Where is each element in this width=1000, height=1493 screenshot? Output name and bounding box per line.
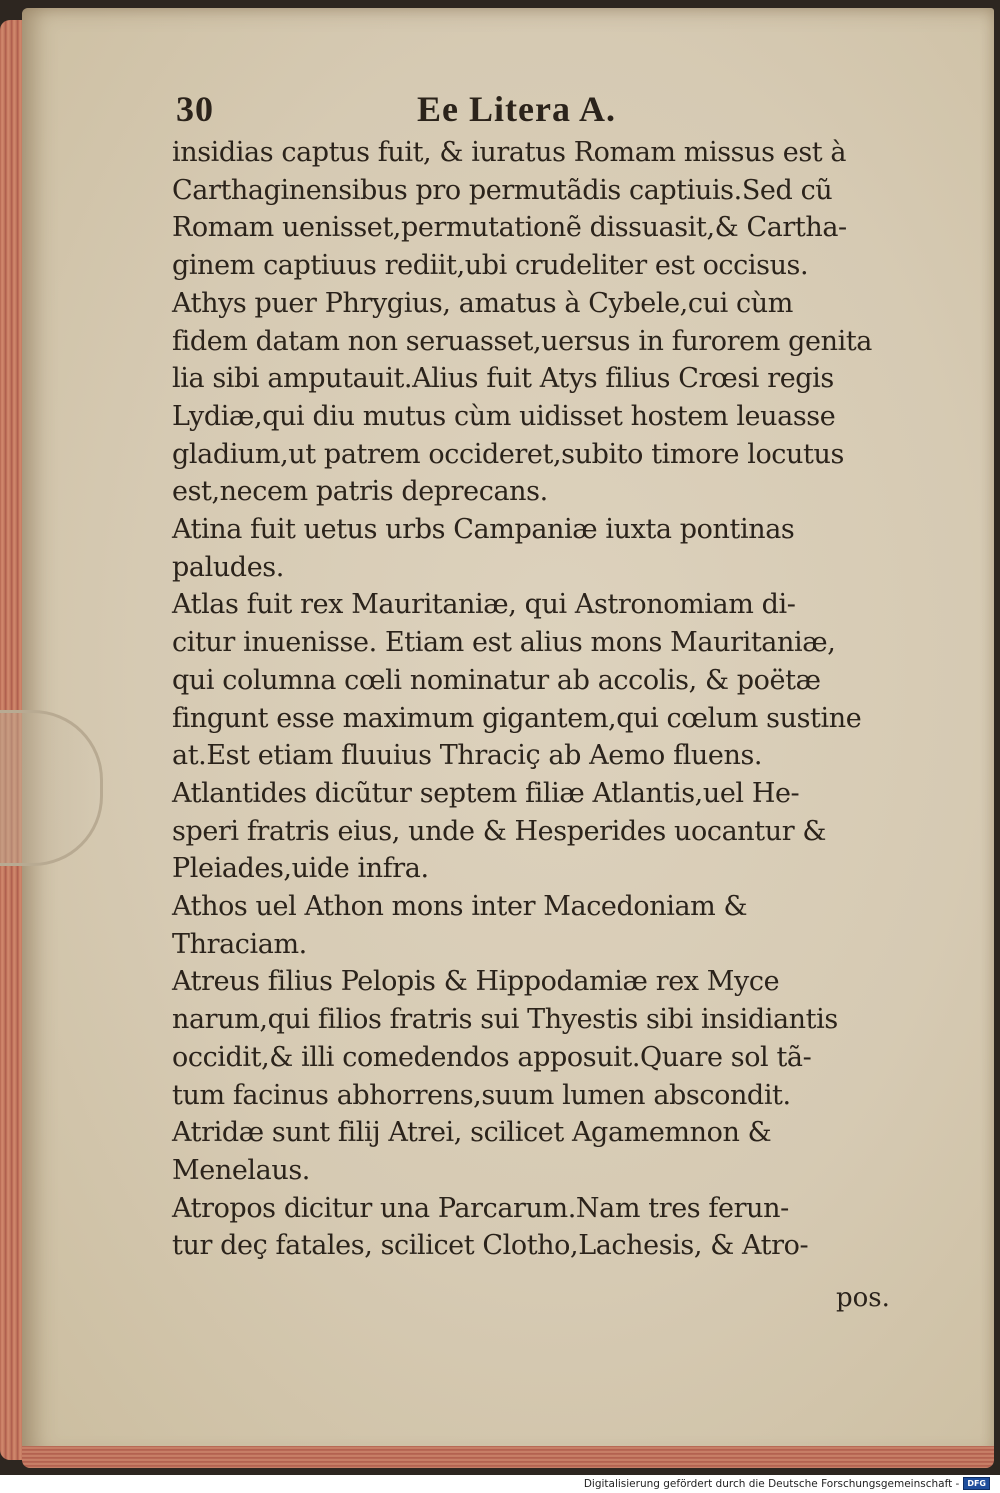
text-line: Atreus filius Pelopis & Hippodamiæ rex Myce (172, 966, 780, 998)
text-line: Atlas fuit rex Mauritaniæ, qui Astronomiam di- (172, 589, 796, 621)
text-line: lia sibi amputauit.Alius fuit Atys filius Crœsi regis (172, 363, 834, 395)
text-line: Atina fuit uetus urbs Campaniæ iuxta pontinas (172, 514, 795, 546)
text-line: Athys puer Phrygius, amatus à Cybele,cui cùm (172, 287, 793, 319)
text-line: Menelaus. (172, 1154, 310, 1186)
text-line: Pleiades,uide infra. (172, 853, 429, 885)
text-line: at.Est etiam fluuius Thraciç ab Aemo fluens. (172, 740, 763, 772)
text-line: Atridæ sunt filij Atrei, scilicet Agamemnon & (172, 1117, 772, 1149)
text-line: Thraciam. (172, 928, 307, 960)
text-line: citur inuenisse. Etiam est alius mons Mauritaniæ, (172, 627, 836, 659)
text-line: paludes. (172, 551, 284, 583)
text-line: tur deç fatales, scilicet Clotho,Lachesis, & Atro- (172, 1230, 809, 1262)
text-line: Carthaginensibus pro permutãdis captiuis.Sed cũ (172, 174, 833, 206)
text-line: insidias captus fuit, & iuratus Romam missus est à (172, 137, 847, 168)
credit-text: Digitalisierung gefördert durch die Deutsche Forschungsgemeinschaft - (583, 1477, 960, 1490)
page-text (172, 84, 922, 1265)
catchword: pos. (836, 1283, 890, 1313)
text-line: fidem datam non seruasset,uersus in furorem genita (172, 325, 872, 357)
text-line: gladium,ut patrem occideret,subito timore locutus (172, 438, 844, 470)
text-line: Lydiæ,qui diu mutus cùm uidisset hostem leuasse (172, 400, 836, 432)
text-line: est,necem patris deprecans. (172, 476, 548, 508)
text-line: speri fratris eius, unde & Hesperides uocantur & (172, 815, 827, 847)
text-line: Atlantides dicũtur septem filiæ Atlantis,uel He- (172, 777, 800, 809)
running-title: Ee Litera A. (417, 89, 616, 129)
digitization-credit (584, 1477, 990, 1490)
page-number: 30 (176, 89, 214, 129)
page-bottom-edge (22, 1446, 994, 1468)
page-header (172, 84, 922, 134)
text-line: occidit,& illi comedendos apposuit.Quare sol tã- (172, 1041, 812, 1073)
text-line: tum facinus abhorrens,suum lumen abscondit. (172, 1079, 791, 1111)
text-line: ginem captiuus rediit,ubi crudeliter est occisus. (172, 250, 809, 282)
text-line: Romam uenisset,permutationẽ dissuasit,& Cartha- (172, 212, 847, 244)
text-line: fingunt esse maximum gigantem,qui cœlum sustine (172, 702, 862, 734)
text-line: Atropos dicitur una Parcarum.Nam tres ferun- (172, 1192, 789, 1224)
text-line: qui columna cœli nominatur ab accolis, & poëtæ (172, 664, 821, 696)
text-line: Athos uel Athon mons inter Macedoniam & (172, 891, 748, 923)
dfg-logo-icon[interactable]: DFG (963, 1477, 990, 1490)
text-line: narum,qui filios fratris sui Thyestis sibi insidiantis (172, 1004, 838, 1036)
